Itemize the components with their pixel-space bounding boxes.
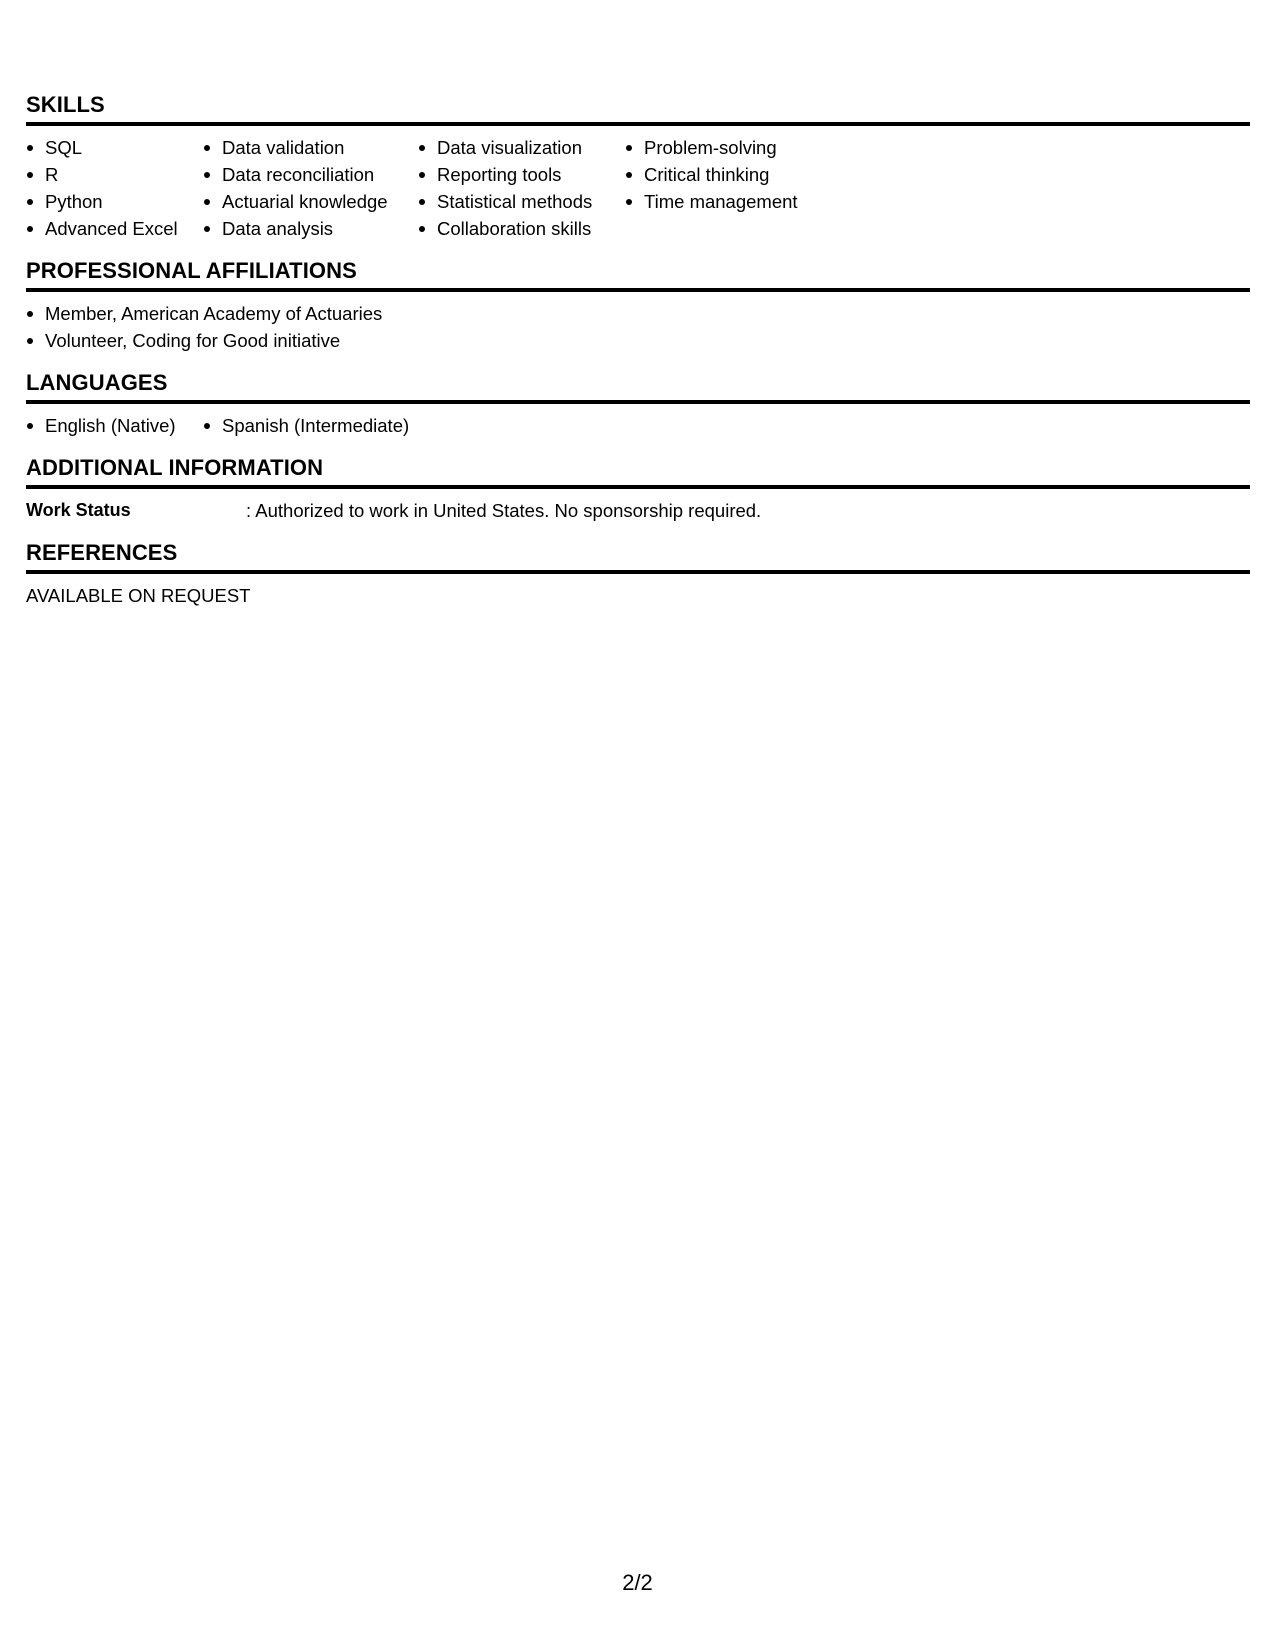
languages-column <box>26 412 203 439</box>
skills-column <box>625 134 835 242</box>
skill-item: Advanced Excel <box>26 215 203 242</box>
skill-item: Actuarial knowledge <box>203 188 418 215</box>
section-divider <box>26 400 1250 404</box>
skill-item: Problem-solving <box>625 134 835 161</box>
skill-item: Data visualization <box>418 134 625 161</box>
languages-column <box>203 412 453 439</box>
references-section <box>26 540 1250 609</box>
affiliations-heading: PROFESSIONAL AFFILIATIONS <box>26 258 357 283</box>
skill-item: Statistical methods <box>418 188 625 215</box>
skill-item: Collaboration skills <box>418 215 625 242</box>
affiliations-list <box>26 300 1250 354</box>
skill-item: Reporting tools <box>418 161 625 188</box>
additional-info-heading: ADDITIONAL INFORMATION <box>26 455 324 480</box>
skill-item: Python <box>26 188 203 215</box>
section-divider <box>26 288 1250 292</box>
page-number: 2/2 <box>622 1570 653 1595</box>
skills-column <box>203 134 418 242</box>
section-divider <box>26 570 1250 574</box>
skill-item: Data analysis <box>203 215 418 242</box>
languages-columns <box>26 412 1250 439</box>
section-divider <box>26 485 1250 489</box>
skills-column <box>418 134 625 242</box>
skill-item: Data reconciliation <box>203 161 418 188</box>
languages-section <box>26 370 1250 439</box>
resume-page <box>26 92 1250 625</box>
skill-item: Critical thinking <box>625 161 835 188</box>
section-divider <box>26 122 1250 126</box>
skill-item: Data validation <box>203 134 418 161</box>
skill-item: R <box>26 161 203 188</box>
languages-heading: LANGUAGES <box>26 370 168 395</box>
references-text: AVAILABLE ON REQUEST <box>26 585 251 606</box>
skill-item: Time management <box>625 188 835 215</box>
language-item: Spanish (Intermediate) <box>203 412 453 439</box>
skills-column <box>26 134 203 242</box>
work-status-label: Work Status <box>26 500 131 520</box>
affiliation-item: Member, American Academy of Actuaries <box>26 300 1250 327</box>
affiliation-item: Volunteer, Coding for Good initiative <box>26 327 1250 354</box>
references-heading: REFERENCES <box>26 540 178 565</box>
language-item: English (Native) <box>26 412 203 439</box>
additional-info-section <box>26 455 1250 524</box>
work-status-row <box>26 497 1250 524</box>
skills-heading: SKILLS <box>26 92 105 117</box>
skills-columns <box>26 134 1250 242</box>
skills-section <box>26 92 1250 242</box>
work-status-value: : Authorized to work in United States. No sponsorship required. <box>246 500 762 521</box>
affiliations-section <box>26 258 1250 354</box>
skill-item: SQL <box>26 134 203 161</box>
